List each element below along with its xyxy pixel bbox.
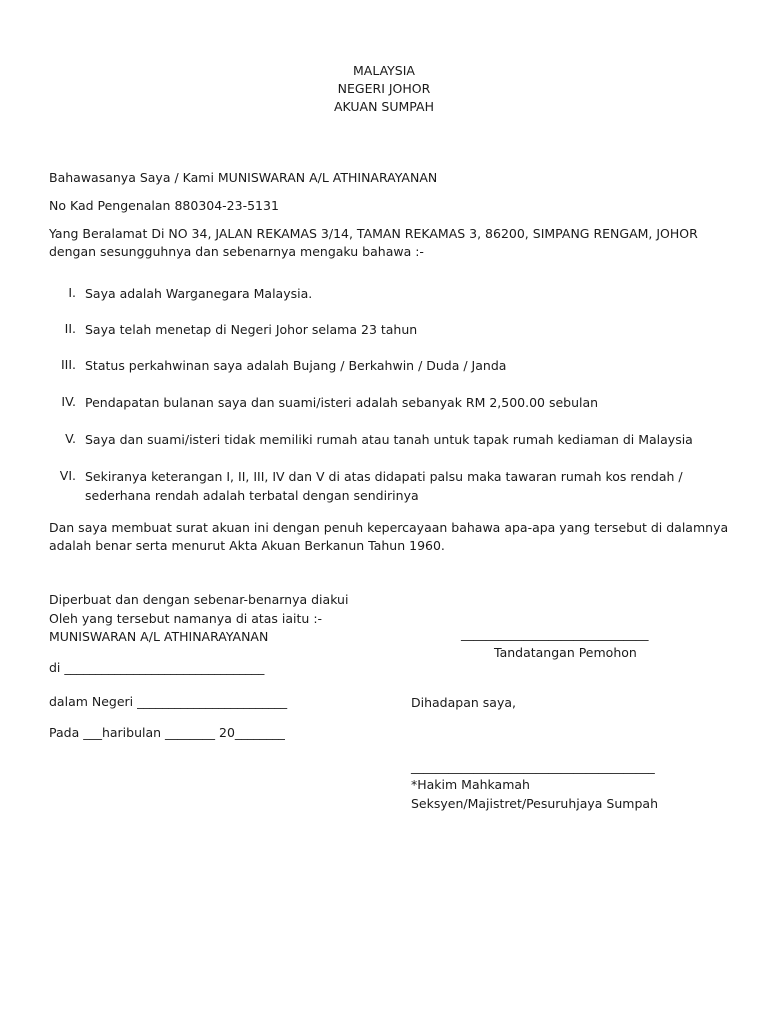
header-state: NEGERI JOHOR [337, 81, 431, 96]
item-text: Status perkahwinan saya adalah Bujang / Berkahwin / Duda / Janda [85, 358, 507, 373]
witness-title: Seksyen/Majistret/Pesuruhjaya Sumpah [411, 796, 658, 811]
witness-title: *Hakim Mahkamah [411, 777, 530, 792]
attest-line: Oleh yang tersebut namanya di atas iaitu :- [49, 611, 323, 626]
address-paragraph [49, 225, 729, 260]
header-country: MALAYSIA [353, 63, 415, 78]
signature-label: Tandatangan Pemohon [494, 645, 637, 660]
item-number: II. [64, 321, 76, 336]
place-field: di ________________________________ [49, 660, 265, 675]
closing-paragraph [49, 519, 729, 554]
item-text: Saya adalah Warganegara Malaysia. [85, 286, 313, 301]
header-title: AKUAN SUMPAH [334, 99, 434, 114]
closing-line: Dan saya membuat surat akuan ini dengan penuh kepercayaan bahawa apa-apa yang tersebut di dalamnya [49, 520, 729, 535]
item-number: V. [65, 431, 76, 446]
item-text: Pendapatan bulanan saya dan suami/isteri adalah sebanyak RM 2,500.00 sebulan [85, 395, 599, 410]
ic-number: No Kad Pengenalan 880304-23-5131 [49, 198, 279, 213]
item-text-line: sederhana rendah adalah terbatal dengan sendirinya [85, 487, 419, 503]
state-field: dalam Negeri ________________________ [49, 694, 288, 709]
item-text: Saya dan suami/isteri tidak memiliki rumah atau tanah untuk tapak rumah kediaman di Malaysia [85, 432, 693, 447]
address-line: Yang Beralamat Di NO 34, JALAN REKAMAS 3/14, TAMAN REKAMAS 3, 86200, SIMPANG RENGAM, JOHOR [49, 226, 698, 241]
declarant-intro: Bahawasanya Saya / Kami MUNISWARAN A/L ATHINARAYANAN [49, 170, 438, 185]
attest-line: Diperbuat dan dengan sebenar-benarnya diakui [49, 592, 349, 607]
document-header [0, 62, 768, 116]
item-text-line: Sekiranya keterangan I, II, III, IV dan V di atas didapati palsu maka tawaran rumah kos rendah / [85, 469, 683, 484]
item-text: Saya telah menetap di Negeri Johor selama 23 tahun [85, 322, 418, 337]
declaration-line: dengan sesungguhnya dan sebenarnya mengaku bahawa :- [49, 243, 424, 259]
item-number: IV. [61, 394, 76, 409]
closing-line: adalah benar serta menurut Akta Akuan Berkanun Tahun 1960. [49, 537, 445, 553]
signature-line: ______________________________ [461, 626, 649, 641]
attest-name: MUNISWARAN A/L ATHINARAYANAN [49, 629, 269, 644]
witness-signature-line: _______________________________________ [411, 759, 655, 774]
witness-intro: Dihadapan saya, [411, 695, 516, 710]
item-text-multiline [85, 468, 725, 505]
item-number: I. [68, 285, 76, 300]
item-number: VI. [59, 468, 76, 483]
date-field: Pada ___haribulan ________ 20________ [49, 725, 285, 740]
item-number: III. [60, 357, 76, 372]
